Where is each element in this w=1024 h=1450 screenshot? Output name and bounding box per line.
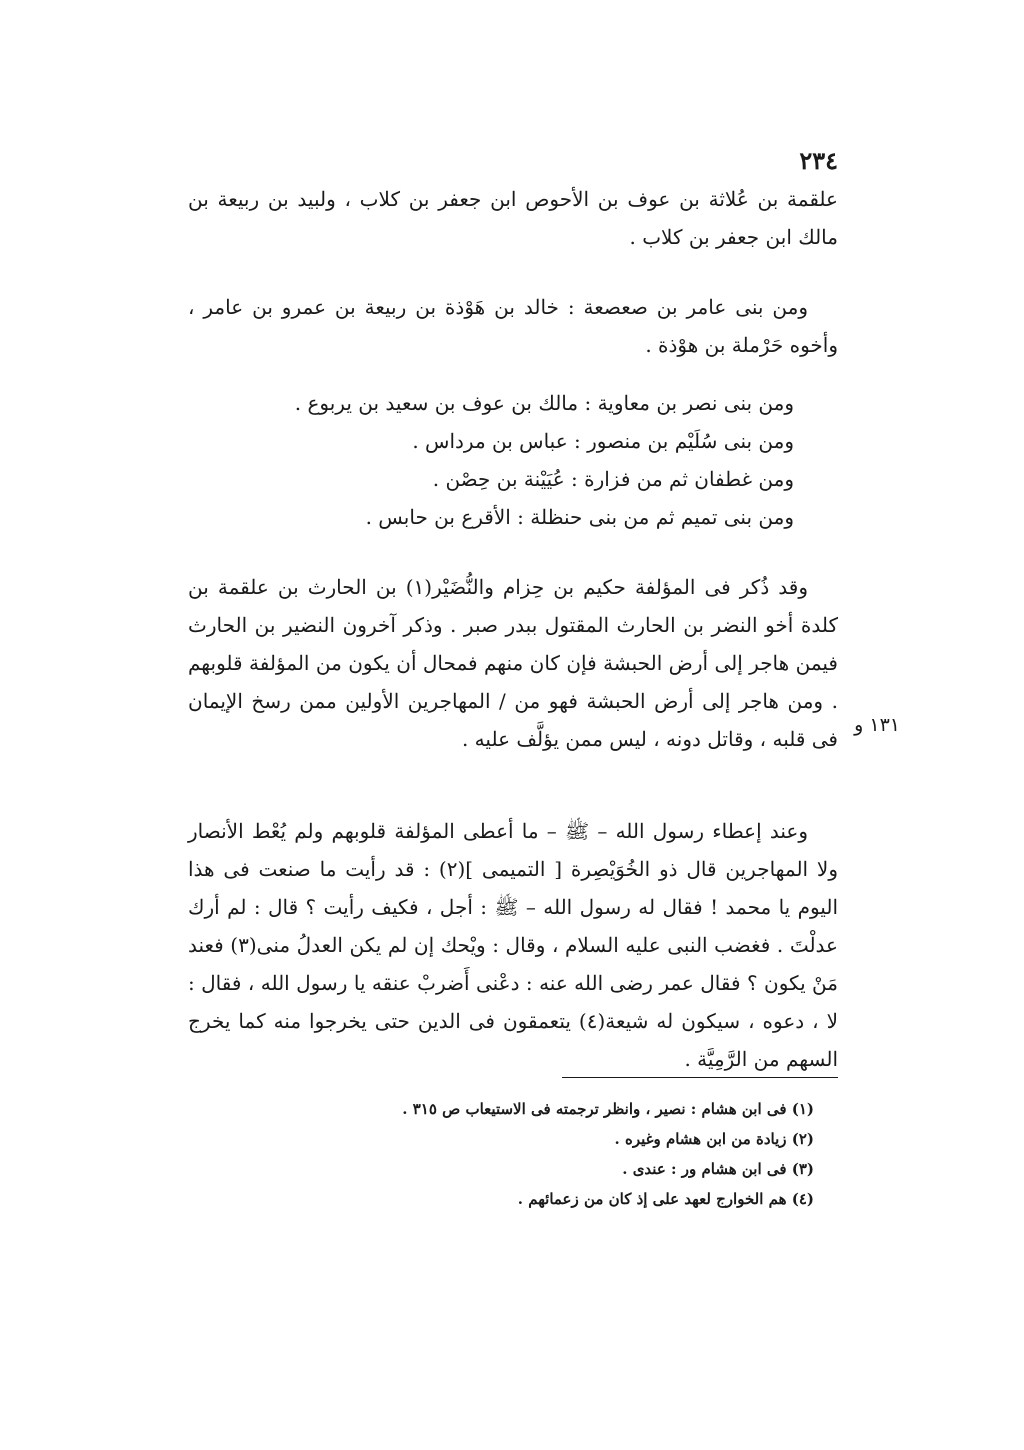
tribe-list-item: ومن بنى نصر بن معاوية : مالك بن عوف بن سعيد بن يربوع . [294, 391, 794, 415]
tribe-list-item: ومن غطفان ثم من فزارة : عُيَيْنة بن حِصْن . [432, 467, 794, 491]
paragraph-4 [188, 812, 838, 1078]
paragraph-3-text: وقد ذُكر فى المؤلفة حكيم بن حِزام والنُّضَيْر(١) بن الحارث بن علقمة بن كلدة أخو النضر بن الحارث المقتول ببدر صبر . وذكر آخرون النضير بن الحارث فيمن هاجر إلى أرض الحبشة فإن كان منهم فمحال أن يكون من المؤلفة قلوبهم . ومن هاجر إلى أرض الحبشة فهو من / المهاجرين الأولين ممن رسخ الإيمان فى قلبه ، وقاتل دونه ، ليس ممن يؤلَّف عليه . [188, 575, 838, 751]
footnote: (٢) زيادة من ابن هشام وغيره . [614, 1130, 814, 1148]
paragraph-1 [188, 180, 838, 256]
page-number: ٢٣٤ [799, 146, 838, 175]
footnote: (٤) هم الخوارج لعهد على إذ كان من زعمائهم . [517, 1190, 814, 1208]
footnote-divider [562, 1077, 838, 1078]
paragraph-2 [188, 288, 838, 364]
footnotes [294, 1094, 814, 1214]
paragraph-2-text: ومن بنى عامر بن صعصعة : خالد بن هَوْذة بن ربيعة بن عمرو بن عامر ، وأخوه حَرْملة بن هوْذة . [188, 295, 838, 357]
tribe-list-item: ومن بنى سُلَيْم بن منصور : عباس بن مرداس . [412, 429, 794, 453]
paragraph-4-text: وعند إعطاء رسول الله – ﷺ – ما أعطى المؤلفة قلوبهم ولم يُعْط الأنصار ولا المهاجرين قال ذو الخُوَيْصِرة [ التميمى ](٢) : قد رأيت ما صنعت فى هذا اليوم يا محمد ! فقال له رسول الله – ﷺ : أجل ، فكيف رأيت ؟ قال : لم أرك عدلْتَ . فغضب النبى عليه السلام ، وقال : ويْحك إن لم يكن العدلُ منى(٣) فعند مَنْ يكون ؟ فقال عمر رضى الله عنه : دعْنى أَضربْ عنقه يا رسول الله ، فقال : لا ، دعوه ، سيكون له شيعة(٤) يتعمقون فى الدين حتى يخرجوا منه كما يخرج السهم من الرَّمِيَّة . [188, 819, 838, 1071]
tribe-list-item: ومن بنى تميم ثم من بنى حنظلة : الأقرع بن حابس . [365, 505, 794, 529]
footnote: (١) فى ابن هشام : نصير ، وانظر ترجمته فى الاستيعاب ص ٣١٥ . [402, 1100, 814, 1118]
paragraph-3 [188, 568, 838, 758]
paragraph-1-text: علقمة بن عُلاثة بن عوف بن الأحوص ابن جعفر بن كلاب ، ولبيد بن ربيعة بن مالك ابن جعفر بن كلاب . [188, 187, 838, 249]
margin-folio-note: ١٣١ و [854, 714, 900, 736]
tribe-list [194, 384, 794, 536]
footnote: (٣) فى ابن هشام ور : عندى . [622, 1160, 814, 1178]
